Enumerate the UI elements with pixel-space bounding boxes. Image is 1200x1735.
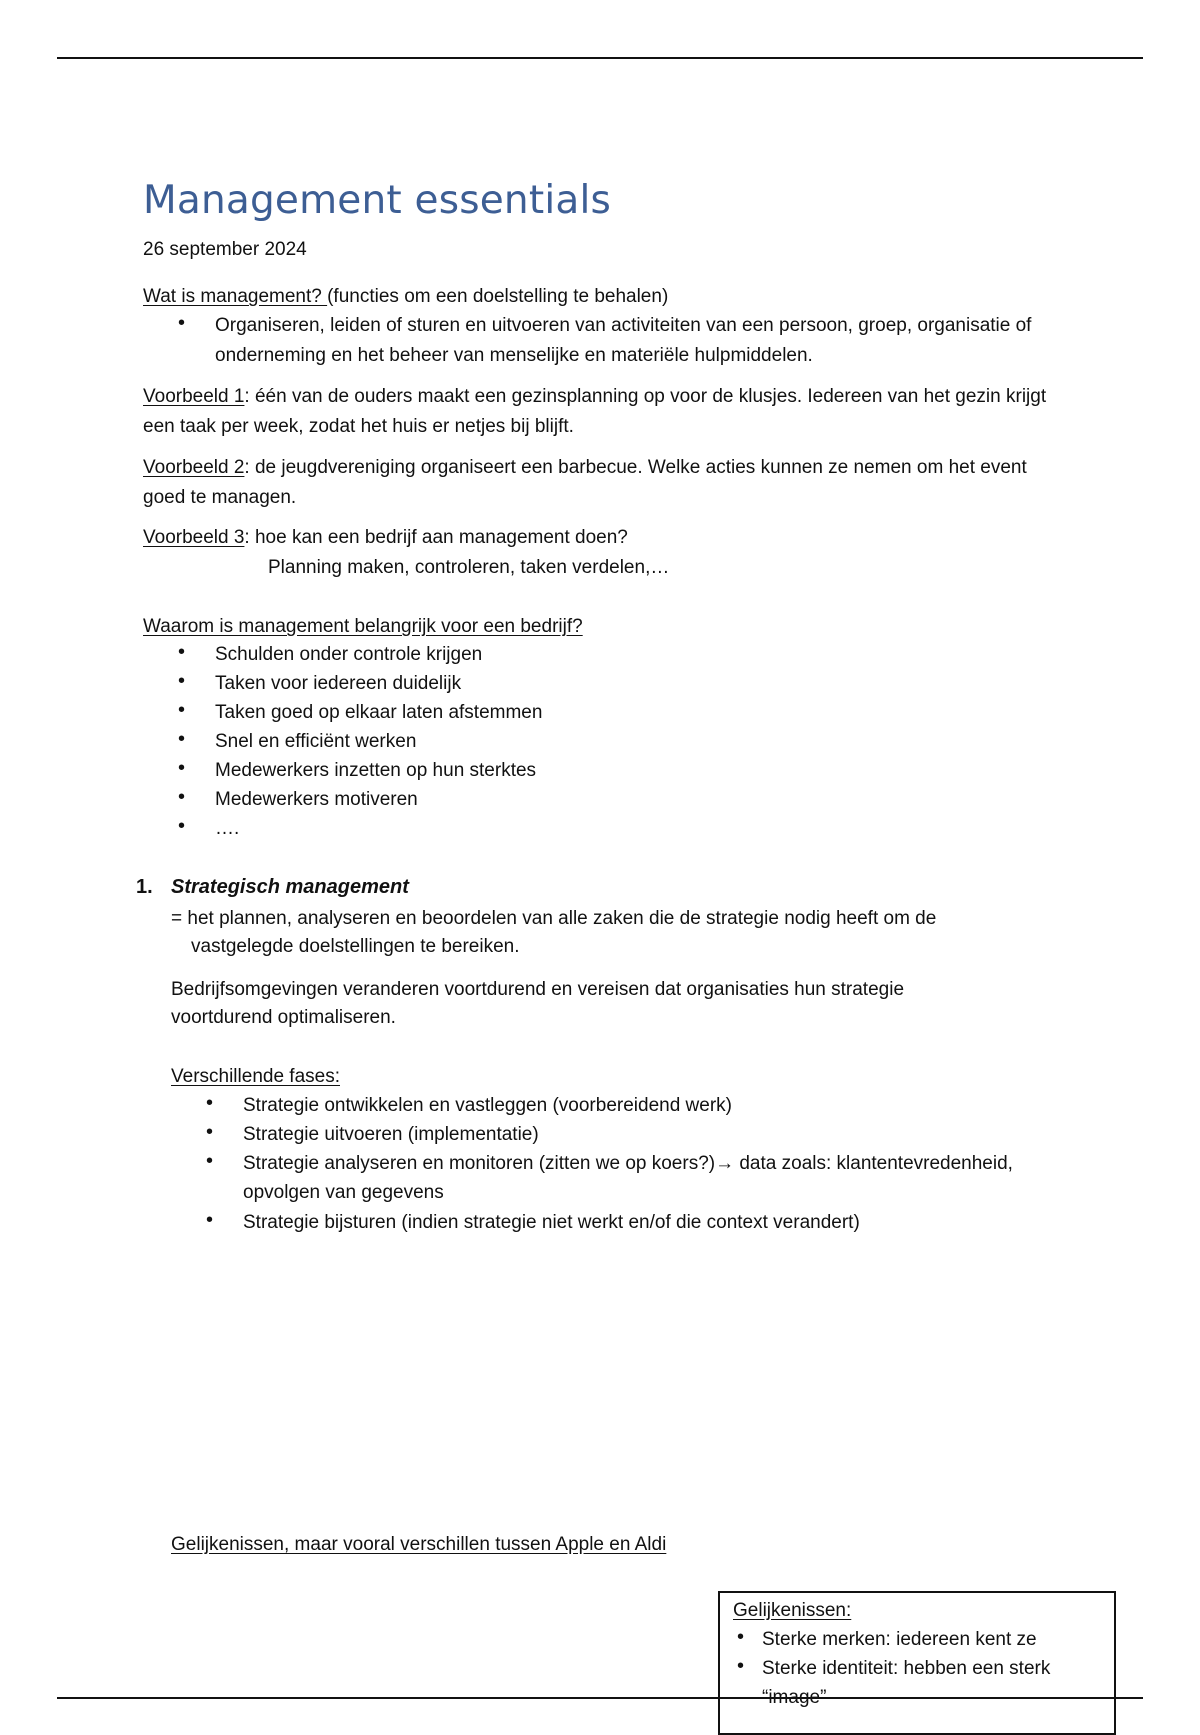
- document-date: 26 september 2024: [143, 239, 307, 260]
- section-what-heading-rest: (functies om een doelstelling te behalen): [327, 286, 669, 307]
- similarities-box: [718, 1591, 1116, 1735]
- phases-heading: Verschillende fases:: [171, 1066, 340, 1087]
- similarity-item-2-cont: “image”: [762, 1687, 827, 1708]
- what-bullet-line-2: onderneming en het beheer van menselijke en materiële hulpmiddelen.: [215, 345, 813, 366]
- example-1-text: : één van de ouders maakt een gezinsplanning op voor de klusjes. Iedereen van het gezin krijgt: [244, 386, 1047, 407]
- phase-item-3: Strategie analyseren en monitoren (zitten we op koers?)→ data zoals: klantentevredenheid,: [243, 1153, 1013, 1174]
- list-item-text: Snel en efficiënt werken: [215, 731, 417, 752]
- example-1-line-1: [143, 382, 1046, 412]
- phase-item-2: Strategie uitvoeren (implementatie): [243, 1124, 539, 1145]
- list-item-text: ….: [215, 818, 240, 839]
- strategic-heading: Strategisch management: [171, 876, 409, 898]
- section-why-heading: Waarom is management belangrijk voor een bedrijf?: [143, 616, 583, 637]
- bullet-icon: •: [178, 757, 186, 779]
- top-rule: [57, 57, 1143, 59]
- similarity-item-1: Sterke merken: iedereen kent ze: [762, 1629, 1037, 1650]
- example-2-line-2: goed te managen.: [143, 487, 297, 508]
- page-title: Management essentials: [143, 178, 612, 223]
- example-1-line-2: een taak per week, zodat het huis er netjes bij blijft.: [143, 416, 574, 437]
- bullet-icon: •: [178, 670, 186, 692]
- list-item-text: Medewerkers motiveren: [215, 789, 418, 810]
- bullet-icon: •: [737, 1655, 745, 1677]
- phase-item-4: Strategie bijsturen (indien strategie niet werkt en/of die context verandert): [243, 1212, 860, 1233]
- phase-item-1: Strategie ontwikkelen en vastleggen (voorbereidend werk): [243, 1095, 732, 1116]
- similarity-item-2: Sterke identiteit: hebben een sterk: [762, 1658, 1051, 1679]
- phase-item-3-cont: opvolgen van gegevens: [243, 1182, 444, 1203]
- list-item-text: Schulden onder controle krijgen: [215, 644, 483, 665]
- bullet-icon: •: [178, 786, 186, 808]
- comparison-heading: Gelijkenissen, maar vooral verschillen tussen Apple en Aldi: [171, 1534, 667, 1555]
- bullet-icon: •: [178, 699, 186, 721]
- bullet-icon: •: [206, 1209, 214, 1231]
- strategic-paragraph-line-1: Bedrijfsomgevingen veranderen voortdurend en vereisen dat organisaties hun strategie: [171, 979, 905, 1000]
- list-item-text: Medewerkers inzetten op hun sterktes: [215, 760, 537, 781]
- bullet-icon: •: [178, 312, 186, 334]
- bullet-icon: •: [206, 1121, 214, 1143]
- example-3-text: : hoe kan een bedrijf aan management doen?: [244, 527, 628, 548]
- section-number: 1.: [136, 876, 153, 898]
- bullet-icon: •: [737, 1626, 745, 1648]
- bottom-rule: [57, 1697, 1143, 1699]
- bullet-icon: •: [178, 815, 186, 837]
- list-item-text: Taken goed op elkaar laten afstemmen: [215, 702, 543, 723]
- example-2-label: Voorbeeld 2: [143, 457, 245, 478]
- bullet-icon: •: [178, 641, 186, 663]
- similarities-title: Gelijkenissen:: [733, 1600, 852, 1621]
- bullet-icon: •: [206, 1092, 214, 1114]
- bullet-icon: •: [178, 728, 186, 750]
- strategic-definition-line-2: vastgelegde doelstellingen te bereiken.: [191, 936, 520, 957]
- strategic-paragraph-line-2: voortdurend optimaliseren.: [171, 1007, 396, 1028]
- section-what-heading-underlined: Wat is management?: [143, 286, 328, 307]
- example-2-line-1: [143, 453, 1027, 483]
- what-bullet-line-1: Organiseren, leiden of sturen en uitvoeren van activiteiten van een persoon, groep, organisatie of: [215, 315, 1032, 336]
- section-what-heading: [143, 282, 668, 312]
- example-3-line-2: Planning maken, controleren, taken verdelen,…: [268, 557, 670, 578]
- example-3-label: Voorbeeld 3: [143, 527, 245, 548]
- bullet-icon: •: [206, 1150, 214, 1172]
- example-2-text: : de jeugdvereniging organiseert een barbecue. Welke acties kunnen ze nemen om het event: [244, 457, 1027, 478]
- strategic-definition-line-1: = het plannen, analyseren en beoordelen van alle zaken die de strategie nodig heeft om de: [171, 908, 937, 929]
- list-item-text: Taken voor iedereen duidelijk: [215, 673, 462, 694]
- example-3-line-1: [143, 523, 628, 553]
- example-1-label: Voorbeeld 1: [143, 386, 245, 407]
